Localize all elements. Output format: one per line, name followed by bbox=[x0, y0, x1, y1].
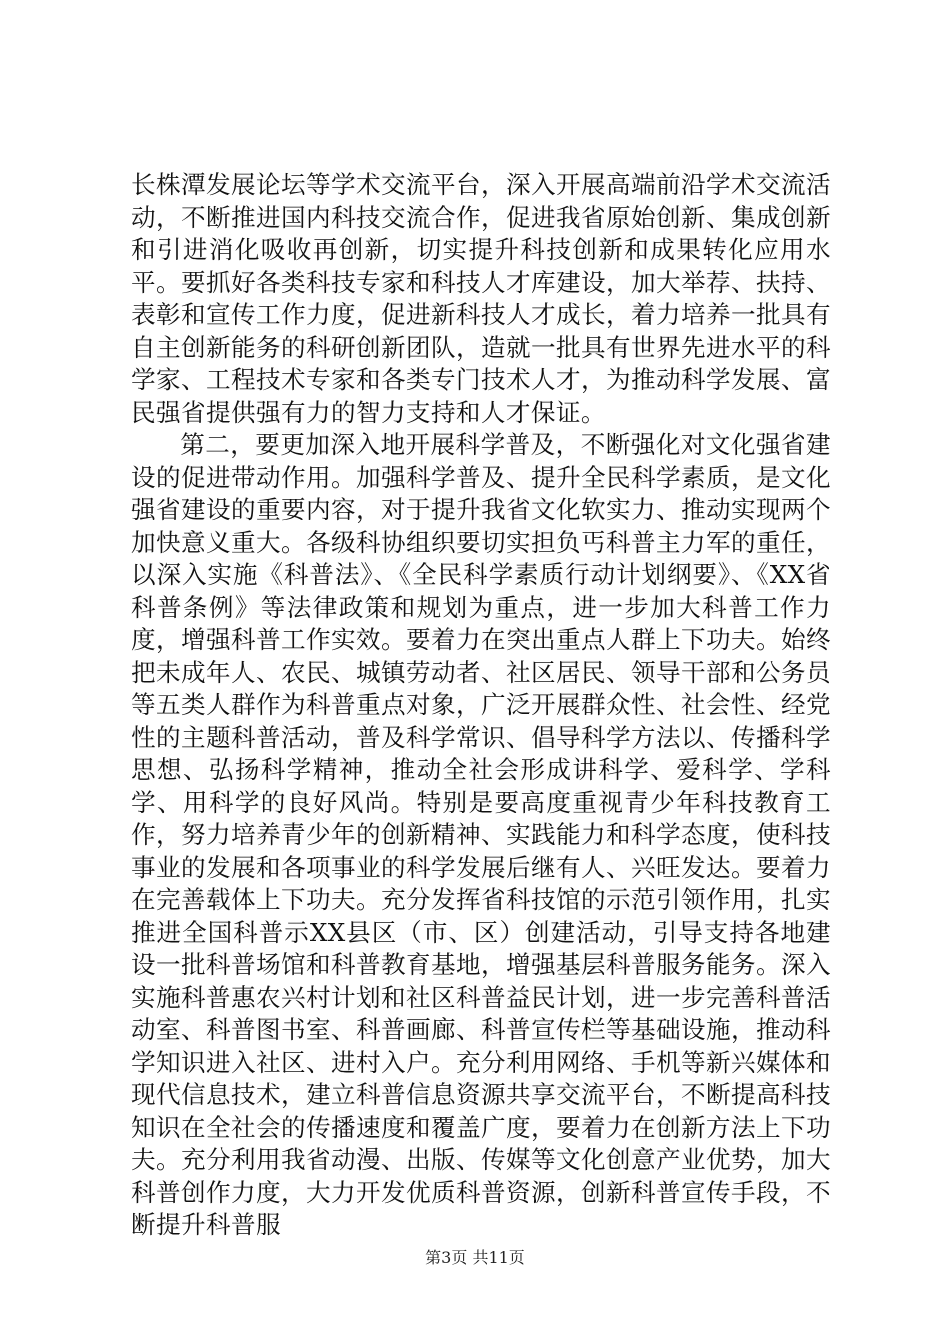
paragraph-2: 第二，要更加深入地开展科学普及，不断强化对文化强省建设的促进带动作用。加强科学普及、提升全民科学素质，是文化强省建设的重要内容，对于提升我省文化软实力、推动实现两个加快意义重大。各级科协组织要切实担负丐科普主力军的重任，以深入实施《科普法》、《全民科学素质行动计划纲要》、《XX省科普条例》等法律政策和规划为重点，进一步加大科普工作力度，增强科普工作实效。要着力在突出重点人群上下功夫。始终把未成年人、农民、城镇劳动者、社区居民、领导干部和公务员等五类人群作为科普重点对象，广泛开展群众性、社会性、经党性的主题科普活动，普及科学常识、倡导科学方法以、传播科学思想、弘扬科学精神，推动全社会形成讲科学、爱科学、学科学、用科学的良好风尚。特别是要高度重视青少年科技教育工作，努力培养青少年的创新精神、实践能力和科学态度，使科技事业的发展和各项事业的科学发展后继有人、兴旺发达。要着力在完善载体上下功夫。充分发挥省科技馆的示范引领作用，扎实推进全国科普示XX县区（市、区）创建活动，引导支持各地建设一批科普场馆和科普教育基地，增强基层科普服务能务。深入实施科普惠农兴村计划和社区科普益民计划，进一步完善科普活动室、科普图书室、科普画廊、科普宣传栏等基础设施，推动科学知识进入社区、进村入户。充分利用网络、手机等新兴媒体和现代信息技术，建立科普信息资源共享交流平台，不断提高科技知识在全社会的传播速度和覆盖广度，要着力在创新方法上下功夫。充分利用我省动漫、出版、传媒等文化创意产业优势，加大科普创作力度，大力开发优质科普资源，创新科普宣传手段，不断提升科普服 bbox=[131, 430, 831, 1239]
document-body bbox=[131, 169, 831, 1242]
page-number-footer: 第3页 共11页 bbox=[425, 1248, 525, 1267]
paragraph-1: 长株潭发展论坛等学术交流平台，深入开展高端前沿学术交流活动，不断推进国内科技交流合作，促进我省原始创新、集成创新和引进消化吸收再创新，切实提升科技创新和成果转化应用水平。要抓好各类科技专家和科技人才库建设，加大举荐、扶持、表彰和宣传工作力度，促进新科技人才成长，着力培养一批具有自主创新能务的科研创新团队，造就一批具有世界先进水平的科学家、工程技术专家和各类专门技术人才，为推动科学发展、富民强省提供强有力的智力支持和人才保证。 bbox=[131, 170, 831, 427]
